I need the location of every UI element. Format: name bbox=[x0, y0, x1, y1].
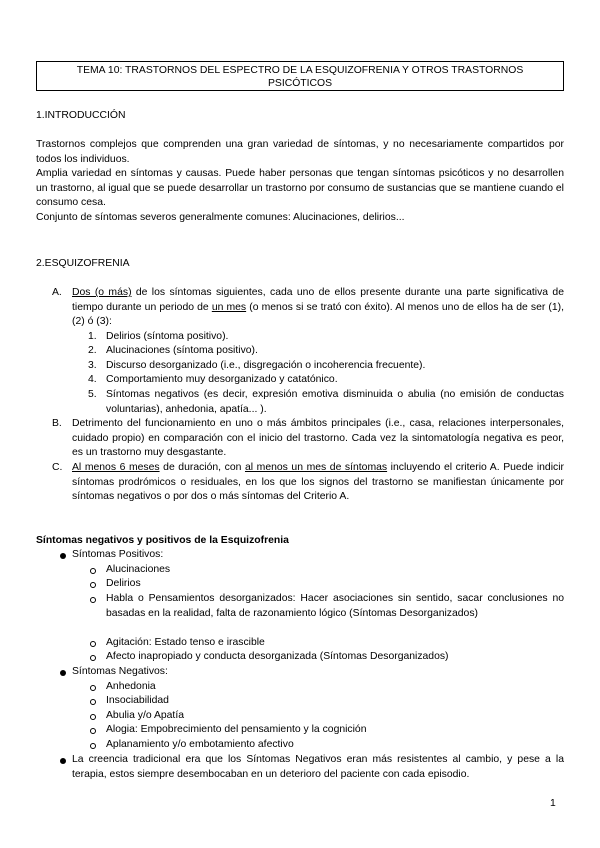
subitem-number: 4. bbox=[88, 374, 97, 385]
negative-item: Alogia: Empobrecimiento del pensamiento y la cognición bbox=[106, 724, 367, 735]
intro-paragraph-1: Trastornos complejos que comprenden una gran variedad de síntomas, y no necesariamente compartidos por todos los individuos. bbox=[36, 139, 564, 165]
circle-bullet-icon bbox=[90, 597, 96, 603]
criterion-a-underline-2: un mes bbox=[211, 301, 247, 313]
negative-item: Abulia y/o Apatía bbox=[106, 710, 184, 721]
circle-bullet-icon bbox=[90, 743, 96, 749]
circle-bullet-icon bbox=[90, 641, 96, 647]
bullet-icon bbox=[60, 553, 66, 559]
criterion-b-marker: B. bbox=[52, 418, 62, 429]
esquizofrenia-heading: 2.ESQUIZOFRENIA bbox=[36, 258, 130, 269]
subitem-text: Delirios (síntoma positivo). bbox=[106, 331, 229, 342]
criterion-c-text-2: incluyendo el criterio A. Puede indicir síntomas prodrómicos o residuales, en los que los signos del trastorno se manifiestan únicamente por síntomas negativos o por dos o más síntomas del Criterio A. bbox=[72, 462, 564, 502]
criterion-a-underline-1: Dos (o más) bbox=[72, 287, 132, 298]
criterion-c-marker: C. bbox=[52, 462, 63, 473]
subitem-number: 3. bbox=[88, 360, 97, 371]
circle-bullet-icon bbox=[90, 685, 96, 691]
positive-item: Afecto inapropiado y conducta desorganizada (Síntomas Desorganizados) bbox=[106, 651, 449, 662]
criterion-a-text bbox=[72, 286, 564, 330]
positive-item: Delirios bbox=[106, 578, 141, 589]
title-box bbox=[36, 61, 564, 91]
subitem-number: 1. bbox=[88, 331, 97, 342]
subitem-text: Síntomas negativos (es decir, expresión emotiva disminuida o abulia (no emisión de conductas voluntarias), anhedonia, apatía... ). bbox=[106, 389, 564, 415]
circle-bullet-icon bbox=[90, 568, 96, 574]
title-line-1: TEMA 10: TRASTORNOS DEL ESPECTRO DE LA ESQUIZOFRENIA Y OTROS TRASTORNOS bbox=[76, 65, 524, 76]
circle-bullet-icon bbox=[90, 728, 96, 734]
circle-bullet-icon bbox=[90, 714, 96, 720]
bullet-icon bbox=[60, 758, 66, 764]
negative-item: Anhedonia bbox=[106, 681, 156, 692]
negative-item: Aplanamiento y/o embotamiento afectivo bbox=[106, 739, 294, 750]
page-number: 1 bbox=[550, 798, 556, 809]
criterion-c-text-1: de duración, con bbox=[159, 462, 245, 473]
title-line-2: PSICÓTICOS bbox=[267, 78, 333, 89]
circle-bullet-icon bbox=[90, 582, 96, 588]
criterion-c-underline-1: Al menos 6 meses bbox=[72, 462, 160, 473]
subitem-text: Discurso desorganizado (i.e., disgregación o incoherencia frecuente). bbox=[106, 360, 426, 371]
positive-item: Agitación: Estado tenso e irascible bbox=[106, 637, 265, 648]
criterion-c-text bbox=[72, 461, 564, 505]
positive-label: Síntomas Positivos: bbox=[72, 549, 164, 560]
negative-item: Insociabilidad bbox=[106, 695, 169, 706]
subitem-number: 2. bbox=[88, 345, 97, 356]
subitem-number: 5. bbox=[88, 389, 97, 400]
criterion-a-text-2: (o menos si se trató con éxito). Al menos uno de ellos ha de ser (1), (2) ó (3): bbox=[72, 301, 565, 327]
symptoms-heading: Síntomas negativos y positivos de la Esquizofrenia bbox=[36, 535, 289, 546]
negative-label: Síntomas Negativos: bbox=[72, 666, 168, 677]
subitem-text: Alucinaciones (síntoma positivo). bbox=[106, 345, 258, 356]
subitem-text: Comportamiento muy desorganizado y catatónico. bbox=[106, 374, 338, 385]
criterion-b-text: Detrimento del funcionamiento en uno o más ámbitos principales (i.e., casa, relaciones interpersonales, cuidado propio) en comparación con el inicio del trastorno. Cada vez la sintomatología negativa es peor, es un trastorno muy desgastante. bbox=[72, 418, 564, 458]
criterion-a-text-1: de los síntomas siguientes, cada uno de ellos presente durante una parte significativa de tiempo durante un periodo de bbox=[72, 287, 564, 313]
belief-text: La creencia tradicional era que los Síntomas Negativos eran más resistentes al cambio, y pese a la terapia, estos siempre desembocaban en un deterioro del paciente con cada episodio. bbox=[72, 754, 564, 780]
intro-paragraph-2: Amplia variedad en síntomas y causas. Puede haber personas que tengan síntomas psicóticos y no desarrollen un trastorno, al igual que se puede desarrollar un trastorno por consumo de sustancias que se mantiene cuando el consumo cesa. bbox=[36, 168, 564, 208]
intro-heading: 1.INTRODUCCIÓN bbox=[36, 110, 126, 121]
circle-bullet-icon bbox=[90, 699, 96, 705]
positive-item: Habla o Pensamientos desorganizados: Hacer asociaciones sin sentido, sacar conclusiones no basadas en la realidad, falta de razonamiento lógico (Síntomas Desorganizados) bbox=[106, 593, 564, 619]
circle-bullet-icon bbox=[90, 655, 96, 661]
criterion-c-underline-2: al menos un mes de síntomas bbox=[244, 462, 388, 473]
criterion-a-marker: A. bbox=[52, 287, 62, 298]
bullet-icon bbox=[60, 670, 66, 676]
positive-item: Alucinaciones bbox=[106, 564, 171, 575]
intro-paragraph-3: Conjunto de síntomas severos generalmente comunes: Alucinaciones, delirios... bbox=[36, 212, 405, 223]
